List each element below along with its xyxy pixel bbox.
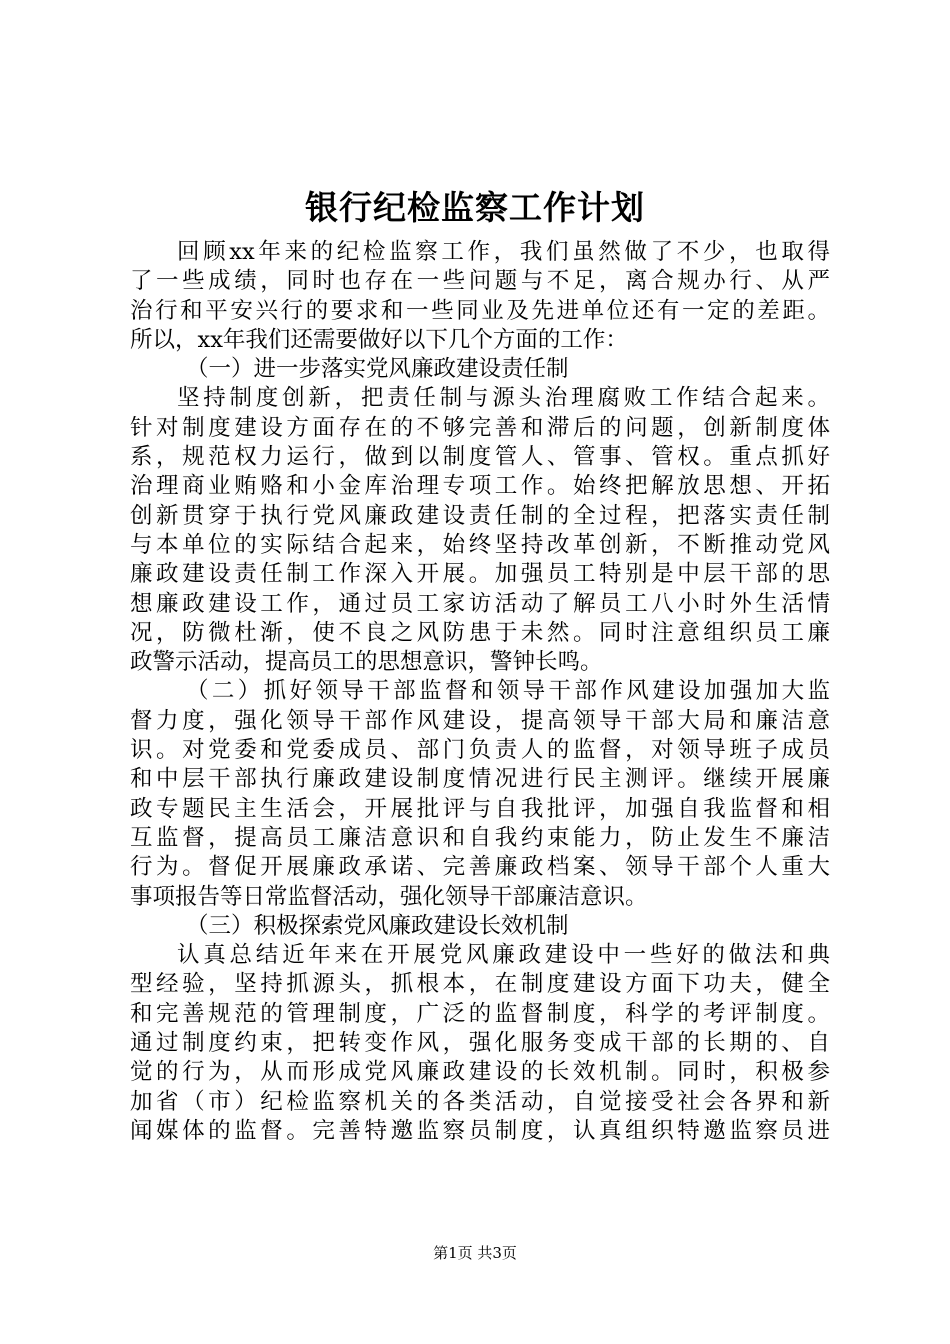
text-line: 闻媒体的监督。完善特邀监察员制度，认真组织特邀监察员进	[130, 1117, 830, 1144]
document-body	[130, 238, 830, 1146]
text-line: 型经验，坚持抓源头，抓根本，在制度建设方面下功夫，健全	[130, 971, 830, 998]
document-title: 银行纪检监察工作计划	[305, 188, 645, 227]
text-line: 系，规范权力运行，做到以制度管人、管事、管权。重点抓好	[130, 444, 830, 471]
text-line: 所以，xx年我们还需要做好以下几个方面的工作：	[130, 326, 628, 353]
text-line: 况，防微杜渐，使不良之风防患于未然。同时注意组织员工廉	[130, 619, 830, 646]
text-line: 和完善规范的管理制度，广泛的监督制度，科学的考评制度。	[130, 1000, 830, 1027]
text-line: 督力度，强化领导干部作风建设，提高领导干部大局和廉洁意	[130, 707, 830, 734]
text-line: 和中层干部执行廉政建设制度情况进行民主测评。继续开展廉	[130, 766, 830, 793]
text-line: 治理商业贿赂和小金库治理专项工作。始终把解放思想、开拓	[130, 473, 830, 500]
text-line: 政警示活动，提高员工的思想意识，警钟长鸣。	[130, 649, 603, 676]
text-line: 事项报告等日常监督活动，强化领导干部廉洁意识。	[130, 883, 648, 910]
section-heading: （一）进一步落实党风廉政建设责任制	[186, 356, 569, 383]
text-line: 与本单位的实际结合起来，始终坚持改革创新，不断推动党风	[130, 531, 830, 558]
text-line: 行为。督促开展廉政承诺、完善廉政档案、领导干部个人重大	[130, 854, 830, 881]
text-line: 回顾xx年来的纪检监察工作，我们虽然做了不少，也取得	[177, 239, 830, 265]
text-line: 互监督，提高员工廉洁意识和自我约束能力，防止发生不廉洁	[130, 824, 830, 851]
text-line: 治行和平安兴行的要求和一些同业及先进单位还有一定的差距。	[130, 297, 830, 324]
text-line: 想廉政建设工作，通过员工家访活动了解员工八小时外生活情	[130, 590, 830, 617]
text-line: 针对制度建设方面存在的不够完善和滞后的问题，创新制度体	[130, 414, 830, 441]
text-line: 识。对党委和党委成员、部门负责人的监督，对领导班子成员	[130, 737, 830, 764]
text-line: 通过制度约束，把转变作风，强化服务变成干部的长期的、自	[130, 1030, 830, 1057]
text-line: 认真总结近年来在开展党风廉政建设中一些好的做法和典	[177, 942, 830, 969]
text-line: 坚持制度创新，把责任制与源头治理腐败工作结合起来。	[177, 385, 830, 412]
text-line: 廉政建设责任制工作深入开展。加强员工特别是中层干部的思	[130, 561, 830, 588]
text-line: 政专题民主生活会，开展批评与自我批评，加强自我监督和相	[130, 795, 830, 822]
text-line: 创新贯穿于执行党风廉政建设责任制的全过程，把落实责任制	[130, 502, 830, 529]
text-line: 加省（市）纪检监察机关的各类活动，自觉接受社会各界和新	[130, 1088, 830, 1115]
text-line: 觉的行为，从而形成党风廉政建设的长效机制。同时，积极参	[130, 1059, 830, 1086]
text-line: 了一些成绩，同时也存在一些问题与不足，离合规办行、从严	[130, 268, 830, 295]
section-heading: （二）抓好领导干部监督和领导干部作风建设加强加大监	[186, 678, 830, 705]
page-number-footer: 第1页 共3页	[433, 1244, 517, 1262]
section-heading: （三）积极探索党风廉政建设长效机制	[186, 912, 569, 939]
